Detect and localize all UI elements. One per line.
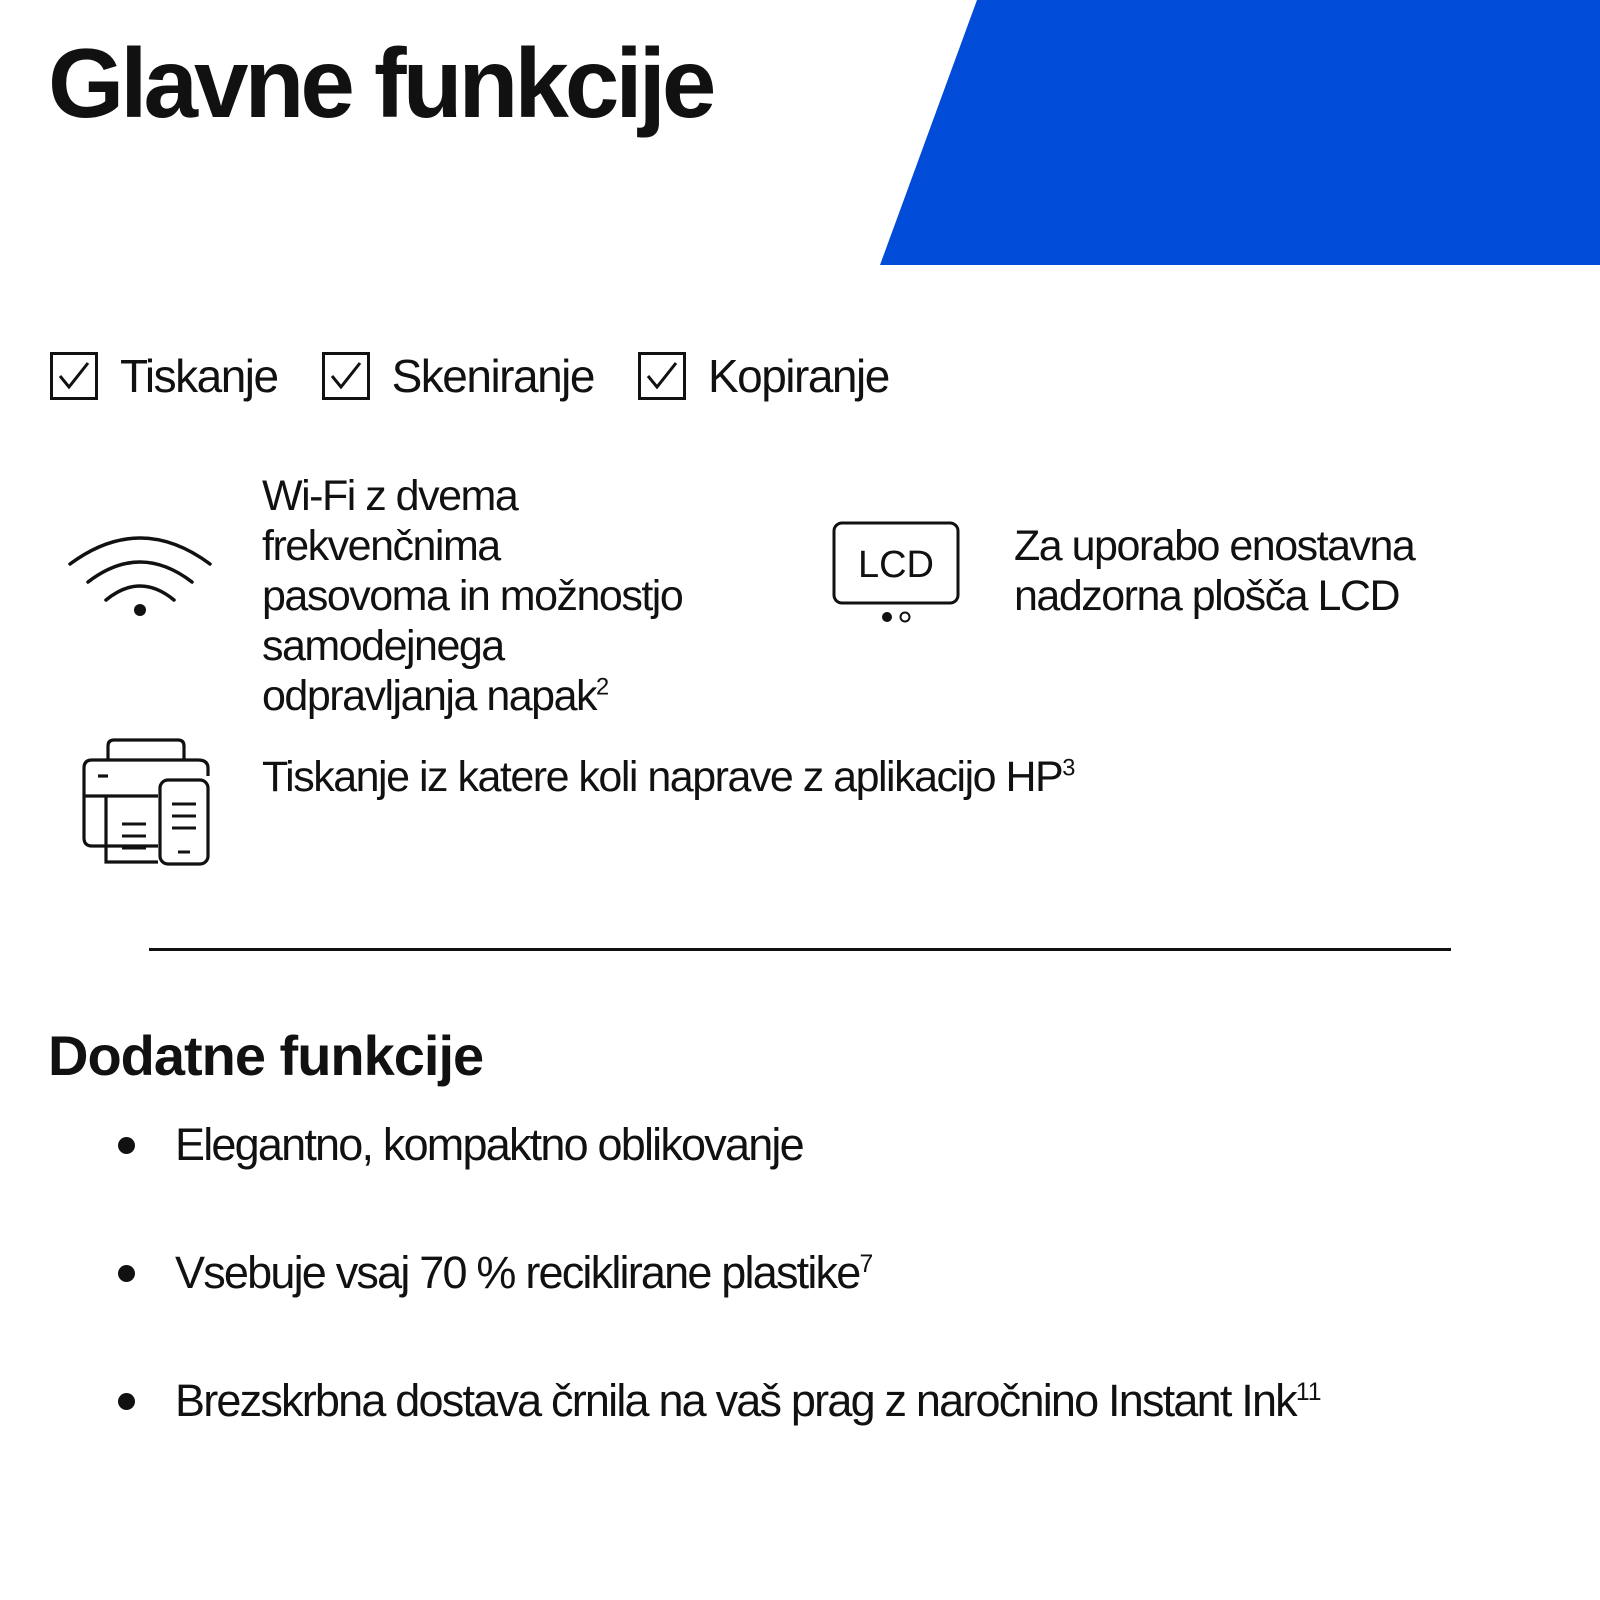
wifi-text-line: odpravljanja napak$^2$	[262, 672, 610, 720]
app-feature-text	[262, 752, 1462, 802]
wifi-text-line: pasovoma in možnostjo	[262, 572, 683, 620]
wifi-text-line: frekvenčnima	[262, 522, 500, 570]
list-item-text: Vsebuje vsaj 70 % reciklirane plastike$^7$	[175, 1247, 874, 1298]
checkbox-checked-icon	[50, 352, 98, 400]
lcd-feature-text	[1014, 521, 1574, 621]
wifi-feature-text	[262, 471, 782, 721]
list-item	[118, 1376, 1322, 1426]
footnote-marker: 2	[596, 674, 610, 701]
printer-phone-icon	[80, 736, 212, 868]
bullet-icon	[118, 1393, 135, 1410]
lcd-display-icon	[832, 521, 960, 627]
lcd-text-line: Za uporabo enostavna	[1014, 522, 1415, 570]
bullet-icon	[118, 1265, 135, 1282]
footnote-marker: 3	[1062, 755, 1076, 782]
footnote-marker: 7	[859, 1251, 874, 1278]
footnote-marker: 11	[1295, 1379, 1322, 1406]
checklist-label-print: Tiskanje	[120, 350, 278, 402]
checklist-item-copy	[638, 352, 889, 400]
checkbox-checked-icon	[638, 352, 686, 400]
list-item	[118, 1248, 1322, 1298]
checklist-label-scan: Skeniranje	[391, 350, 594, 402]
lcd-icon-label: LCD	[857, 544, 935, 586]
checkbox-checked-icon	[322, 352, 370, 400]
capability-checklist	[50, 352, 933, 400]
main-title: Glavne funkcije	[48, 28, 713, 138]
bullet-icon	[118, 1137, 135, 1154]
app-text-line: Tiskanje iz katere koli naprave z aplikacijo $HP^3$	[262, 753, 1076, 801]
list-item-text: Elegantno, kompaktno oblikovanje	[175, 1119, 803, 1170]
wifi-text-line: Wi-Fi z dvema	[262, 472, 518, 520]
checklist-item-print	[50, 352, 278, 400]
checklist-item-scan	[322, 352, 594, 400]
wifi-text-line: samodejnega	[262, 622, 504, 670]
additional-features-list	[118, 1120, 1322, 1504]
section-title-additional: Dodatne funkcije	[48, 1024, 484, 1087]
section-divider	[149, 948, 1451, 951]
checklist-label-copy: Kopiranje	[707, 350, 889, 402]
lcd-text-line: nadzorna plošča LCD	[1014, 572, 1400, 620]
list-item	[118, 1120, 1322, 1170]
list-item-text: Brezskrbna dostava črnila na vaš prag z naročnino Instant Ink$^{11}$	[175, 1375, 1322, 1426]
wifi-icon	[66, 528, 214, 618]
